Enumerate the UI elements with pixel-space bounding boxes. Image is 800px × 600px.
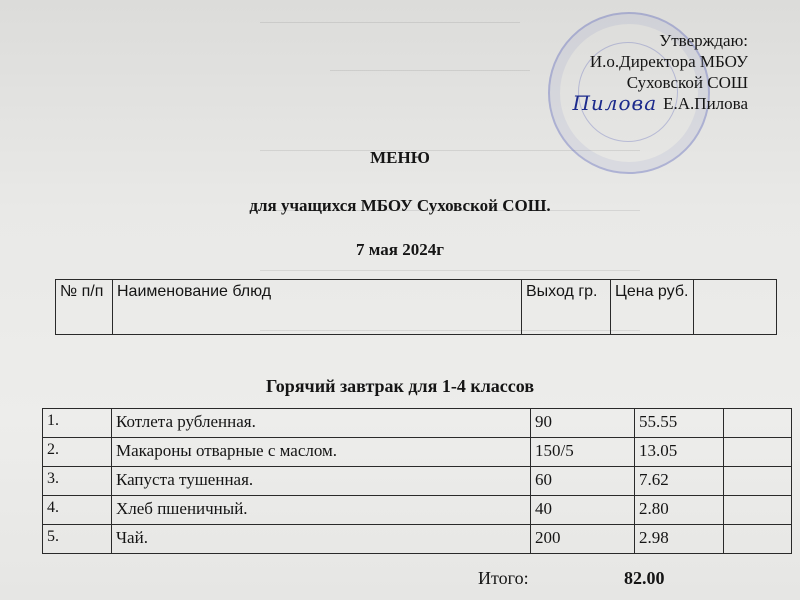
header-num: № п/п xyxy=(56,280,113,335)
total-value: 82.00 xyxy=(624,568,665,588)
item-name: Чай. xyxy=(112,525,531,554)
item-yield: 60 xyxy=(531,467,635,496)
table-row xyxy=(43,438,792,467)
header-extra xyxy=(694,280,777,335)
page-subtitle: для учащихся МБОУ Суховской СОШ. xyxy=(249,196,551,215)
table-row xyxy=(43,467,792,496)
page-title: МЕНЮ xyxy=(370,148,430,167)
approval-label: Утверждаю: xyxy=(659,31,748,50)
item-name: Котлета рубленная. xyxy=(112,409,531,438)
approval-block xyxy=(572,30,748,114)
item-yield: 90 xyxy=(531,409,635,438)
approval-position: И.о.Директора МБОУ xyxy=(589,52,748,71)
header-table xyxy=(55,279,777,335)
item-num: 3. xyxy=(43,467,112,496)
table-row xyxy=(43,525,792,554)
table-row xyxy=(43,409,792,438)
item-price: 7.62 xyxy=(635,467,724,496)
item-extra xyxy=(724,438,792,467)
item-yield: 150/5 xyxy=(531,438,635,467)
item-name: Капуста тушенная. xyxy=(112,467,531,496)
item-yield: 200 xyxy=(531,525,635,554)
item-price: 55.55 xyxy=(635,409,724,438)
signer-name: Е.А.Пилова xyxy=(663,94,748,113)
menu-table xyxy=(42,408,792,554)
item-extra xyxy=(724,525,792,554)
item-extra xyxy=(724,496,792,525)
total-row xyxy=(478,568,665,589)
item-yield: 40 xyxy=(531,496,635,525)
item-num: 5. xyxy=(43,525,112,554)
header-name: Наименование блюд xyxy=(113,280,522,335)
table-row xyxy=(43,496,792,525)
header-row xyxy=(56,280,777,335)
menu-date: 7 мая 2024г xyxy=(356,240,444,259)
item-num: 2. xyxy=(43,438,112,467)
approval-school: Суховской СОШ xyxy=(626,73,748,92)
handwritten-signature: Пилова xyxy=(572,91,658,115)
section-heading: Горячий завтрак для 1-4 классов xyxy=(265,376,535,396)
item-price: 2.98 xyxy=(635,525,724,554)
item-name: Хлеб пшеничный. xyxy=(112,496,531,525)
header-yield: Выход гр. xyxy=(522,280,611,335)
total-label: Итого: xyxy=(478,568,529,588)
header-price: Цена руб. xyxy=(611,280,694,335)
item-num: 4. xyxy=(43,496,112,525)
item-price: 2.80 xyxy=(635,496,724,525)
item-num: 1. xyxy=(43,409,112,438)
item-extra xyxy=(724,467,792,496)
item-price: 13.05 xyxy=(635,438,724,467)
item-name: Макароны отварные с маслом. xyxy=(112,438,531,467)
signature-row xyxy=(572,93,748,114)
item-extra xyxy=(724,409,792,438)
